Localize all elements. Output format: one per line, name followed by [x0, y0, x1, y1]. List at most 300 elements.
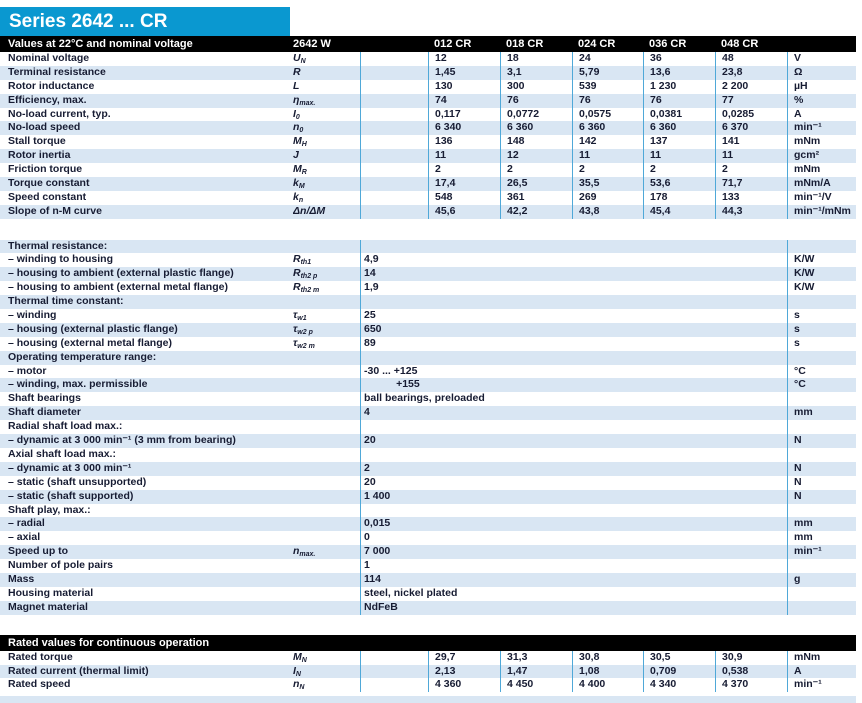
table-header-bar: [0, 36, 856, 52]
series-title-banner: [0, 7, 290, 36]
param-unit: mm: [787, 406, 856, 420]
symbol-base: k: [293, 190, 299, 203]
spec-row: [0, 52, 856, 66]
param-unit: [787, 420, 856, 434]
spec-row: [0, 267, 856, 281]
param-label: – motor: [8, 364, 47, 377]
param-unit: min⁻¹: [787, 545, 856, 559]
param-symbol: [293, 177, 360, 191]
spec-row: [0, 665, 856, 679]
param-symbol: [293, 281, 360, 295]
param-label: Rated current (thermal limit): [8, 664, 149, 677]
param-label: Nominal voltage: [8, 52, 90, 64]
spec-row: [0, 295, 856, 309]
param-value: -30 ... +125: [360, 365, 787, 379]
spec-row: [0, 448, 856, 462]
symbol-base: n: [293, 545, 300, 558]
param-unit: K/W: [787, 281, 856, 295]
param-value: 1,08: [572, 665, 643, 679]
param-value: 12: [500, 149, 572, 163]
param-value: 2: [360, 462, 787, 476]
param-value: 4 360: [428, 678, 500, 692]
param-unit: [787, 504, 856, 518]
param-symbol: [293, 337, 360, 351]
param-symbol: [293, 351, 360, 365]
param-label: – housing (external metal flange): [8, 336, 172, 349]
column-header-018cr: 018 CR: [506, 38, 544, 50]
param-value: 35,5: [572, 177, 643, 191]
param-value: [360, 295, 787, 309]
param-value: 74: [428, 94, 500, 108]
param-symbol: [293, 420, 360, 434]
spec-row: [0, 281, 856, 295]
symbol-subscript: max.: [299, 99, 316, 107]
param-label: – dynamic at 3 000 min⁻¹ (3 mm from bearing): [8, 434, 236, 447]
param-label: – winding: [8, 309, 57, 322]
param-label: Rotor inductance: [8, 79, 95, 92]
param-unit: g: [787, 573, 856, 587]
param-symbol: [293, 163, 360, 177]
spec-row: [0, 434, 856, 448]
symbol-subscript: N: [295, 670, 301, 678]
symbol-base: R: [293, 281, 301, 294]
param-label: Magnet material: [8, 600, 88, 613]
param-unit: N: [787, 476, 856, 490]
param-label: Axial shaft load max.:: [8, 447, 116, 460]
param-label: Efficiency, max.: [8, 93, 87, 106]
param-value: 36: [643, 52, 715, 66]
param-symbol: [293, 678, 360, 692]
param-label: Shaft bearings: [8, 392, 81, 405]
param-value: 1,9: [360, 281, 787, 295]
param-value: 24: [572, 52, 643, 66]
param-label: Friction torque: [8, 163, 83, 176]
param-value: 1 400: [360, 490, 787, 504]
param-value: 3,1: [500, 66, 572, 80]
symbol-base: η: [293, 93, 300, 106]
spec-row: [0, 504, 856, 518]
param-symbol: [293, 267, 360, 281]
symbol-base: Δn/ΔM: [293, 204, 326, 217]
param-value: 30,8: [572, 651, 643, 665]
param-value: 6 360: [572, 121, 643, 135]
model-header: 2642 W: [293, 38, 331, 50]
param-value: 148: [500, 135, 572, 149]
param-unit: K/W: [787, 253, 856, 267]
param-value: 71,7: [715, 177, 787, 191]
symbol-subscript: 0: [295, 113, 300, 121]
param-value: 1,47: [500, 665, 572, 679]
param-value: 0,709: [643, 665, 715, 679]
param-unit: %: [787, 94, 856, 108]
param-value: 76: [572, 94, 643, 108]
rated-values-header-label: Rated values for continuous operation: [8, 636, 210, 649]
param-unit: K/W: [787, 267, 856, 281]
spec-row: [0, 163, 856, 177]
param-value: 2: [643, 163, 715, 177]
param-value: 76: [643, 94, 715, 108]
gap-cell: [360, 177, 428, 191]
param-label: – housing to ambient (external metal flange): [8, 281, 228, 294]
spec-row: [0, 651, 856, 665]
param-symbol: [293, 240, 360, 254]
param-value: [360, 420, 787, 434]
param-value: 14: [360, 267, 787, 281]
symbol-base: L: [293, 79, 300, 92]
section-gap: [0, 219, 856, 240]
mechanical-thermal-data-section: [0, 240, 862, 615]
param-value: 361: [500, 191, 572, 205]
param-value: 89: [360, 337, 787, 351]
param-value: 114: [360, 573, 787, 587]
param-value: 2: [428, 163, 500, 177]
param-value: [360, 504, 787, 518]
spec-row: [0, 531, 856, 545]
param-value: 4,9: [360, 253, 787, 267]
param-label: Mass: [8, 572, 35, 585]
param-label: Speed up to: [8, 545, 69, 558]
symbol-subscript: N: [300, 58, 306, 65]
param-label: – winding, max. permissible: [8, 378, 148, 391]
param-unit: min⁻¹: [787, 121, 856, 135]
gap-cell: [360, 678, 428, 692]
symbol-subscript: N: [299, 684, 305, 692]
spec-row: [0, 323, 856, 337]
param-value: 31,3: [500, 651, 572, 665]
param-value: 0,0285: [715, 108, 787, 122]
column-header-012cr: 012 CR: [434, 38, 472, 50]
spec-row: [0, 108, 856, 122]
symbol-base: R: [293, 267, 301, 280]
param-value: +155: [360, 378, 787, 392]
gap-cell: [360, 80, 428, 94]
param-value: 2,13: [428, 665, 500, 679]
param-value: 11: [715, 149, 787, 163]
param-value: 2: [500, 163, 572, 177]
param-value: 548: [428, 191, 500, 205]
param-value: 4 400: [572, 678, 643, 692]
param-symbol: [293, 517, 360, 531]
param-symbol: [293, 462, 360, 476]
spec-row: [0, 205, 856, 219]
param-value: 25: [360, 309, 787, 323]
param-label: Slope of n-M curve: [8, 204, 102, 217]
param-label: Terminal resistance: [8, 65, 106, 78]
param-label: No-load speed: [8, 121, 81, 134]
symbol-base: n: [293, 678, 300, 691]
param-label: – static (shaft supported): [8, 489, 134, 502]
spec-row: [0, 149, 856, 163]
param-value: 30,9: [715, 651, 787, 665]
param-label: Operating temperature range:: [8, 350, 157, 363]
param-value: 0,0772: [500, 108, 572, 122]
gap-cell: [360, 651, 428, 665]
param-label: Thermal time constant:: [8, 295, 124, 308]
param-value: 5,79: [572, 66, 643, 80]
param-symbol: [293, 434, 360, 448]
param-value: 26,5: [500, 177, 572, 191]
param-value: 300: [500, 80, 572, 94]
param-value: 1,45: [428, 66, 500, 80]
spec-row: [0, 559, 856, 573]
gap-cell: [360, 163, 428, 177]
symbol-base: M: [293, 135, 302, 148]
param-value: 53,6: [643, 177, 715, 191]
param-unit: A: [787, 665, 856, 679]
gap-cell: [360, 94, 428, 108]
symbol-subscript: n: [298, 196, 304, 204]
gap-cell: [360, 66, 428, 80]
electrical-data-section: [0, 52, 862, 219]
param-value: 4: [360, 406, 787, 420]
param-unit: °C: [787, 378, 856, 392]
param-symbol: [293, 121, 360, 135]
param-value: 77: [715, 94, 787, 108]
param-value: 11: [428, 149, 500, 163]
param-value: 2 200: [715, 80, 787, 94]
section-gap: [0, 615, 856, 635]
param-value: 4 340: [643, 678, 715, 692]
gap-cell: [360, 149, 428, 163]
param-symbol: [293, 80, 360, 94]
param-label: Shaft diameter: [8, 406, 81, 419]
param-unit: Ω: [787, 66, 856, 80]
param-unit: gcm²: [787, 149, 856, 163]
bottom-strip: [0, 696, 856, 703]
param-label: – static (shaft unsupported): [8, 475, 147, 488]
param-value: 7 000: [360, 545, 787, 559]
symbol-base: U: [293, 52, 301, 64]
param-symbol: [293, 253, 360, 267]
param-value: 6 360: [643, 121, 715, 135]
param-symbol: [293, 448, 360, 462]
param-value: 20: [360, 434, 787, 448]
gap-cell: [360, 135, 428, 149]
param-symbol: [293, 66, 360, 80]
param-label: Radial shaft load max.:: [8, 420, 123, 433]
param-label: – housing (external plastic flange): [8, 322, 178, 335]
param-value: 137: [643, 135, 715, 149]
spec-row: [0, 191, 856, 205]
param-value: 48: [715, 52, 787, 66]
spec-row: [0, 66, 856, 80]
symbol-subscript: R: [301, 169, 307, 177]
symbol-base: J: [293, 149, 299, 162]
param-value: 269: [572, 191, 643, 205]
symbol-base: I: [293, 107, 296, 120]
param-value: 18: [500, 52, 572, 66]
symbol-subscript: w2 p: [297, 328, 313, 336]
param-value: 130: [428, 80, 500, 94]
symbol-subscript: N: [301, 656, 307, 664]
param-value: 142: [572, 135, 643, 149]
column-header-048cr: 048 CR: [721, 38, 759, 50]
param-symbol: [293, 149, 360, 163]
param-label: – winding to housing: [8, 253, 113, 266]
param-value: 6 370: [715, 121, 787, 135]
param-label: – housing to ambient (external plastic flange): [8, 267, 234, 280]
param-value: 6 360: [500, 121, 572, 135]
param-value: 0,117: [428, 108, 500, 122]
param-symbol: [293, 573, 360, 587]
spec-row: [0, 420, 856, 434]
param-unit: [787, 351, 856, 365]
param-unit: [787, 601, 856, 615]
param-unit: µH: [787, 80, 856, 94]
param-symbol: [293, 651, 360, 665]
param-symbol: [293, 94, 360, 108]
param-unit: [787, 240, 856, 254]
param-value: 4 370: [715, 678, 787, 692]
param-symbol: [293, 545, 360, 559]
param-value: 0,538: [715, 665, 787, 679]
param-value: 0,0575: [572, 108, 643, 122]
spec-row: [0, 406, 856, 420]
param-value: 42,2: [500, 205, 572, 219]
param-value: 11: [572, 149, 643, 163]
header-units-cell: [787, 36, 856, 52]
param-value: NdFeB: [360, 601, 787, 615]
param-unit: mNm/A: [787, 177, 856, 191]
spec-row: [0, 378, 856, 392]
param-value: 45,4: [643, 205, 715, 219]
symbol-subscript: th2 m: [300, 287, 320, 295]
param-unit: s: [787, 309, 856, 323]
symbol-base: M: [293, 163, 302, 176]
table-header-label: Values at 22°C and nominal voltage: [8, 38, 193, 50]
param-value: 2: [715, 163, 787, 177]
column-header-024cr: 024 CR: [578, 38, 616, 50]
series-title: Series 2642 ... CR: [9, 11, 168, 32]
param-label: Rated torque: [8, 650, 73, 663]
param-value: 23,8: [715, 66, 787, 80]
param-value: ball bearings, preloaded: [360, 392, 787, 406]
spec-row: [0, 490, 856, 504]
symbol-subscript: max.: [299, 551, 316, 559]
param-symbol: [293, 587, 360, 601]
param-symbol: [293, 392, 360, 406]
param-value: 12: [428, 52, 500, 66]
symbol-subscript: w1: [297, 315, 307, 323]
param-value: 30,5: [643, 651, 715, 665]
param-value: 1 230: [643, 80, 715, 94]
param-value: [360, 240, 787, 254]
param-label: Stall torque: [8, 135, 66, 148]
spec-row: [0, 337, 856, 351]
param-symbol: [293, 601, 360, 615]
param-symbol: [293, 309, 360, 323]
spec-row: [0, 545, 856, 559]
param-unit: mNm: [787, 651, 856, 665]
param-value: 178: [643, 191, 715, 205]
gap-cell: [360, 205, 428, 219]
symbol-base: R: [293, 65, 301, 78]
spec-row: [0, 476, 856, 490]
spec-row: [0, 517, 856, 531]
param-symbol: [293, 52, 360, 66]
param-symbol: [293, 378, 360, 392]
param-value: [360, 351, 787, 365]
param-label: Thermal resistance:: [8, 239, 108, 252]
param-label: Torque constant: [8, 177, 90, 190]
param-label: Housing material: [8, 586, 94, 599]
param-symbol: [293, 490, 360, 504]
rated-values-header-bar: [0, 635, 856, 651]
param-unit: min⁻¹/mNm: [787, 205, 856, 219]
spec-row: [0, 80, 856, 94]
header-gap-cell: [360, 36, 428, 52]
param-label: Number of pole pairs: [8, 559, 114, 572]
spec-row: [0, 177, 856, 191]
param-label: No-load current, typ.: [8, 107, 111, 120]
param-symbol: [293, 323, 360, 337]
param-label: – radial: [8, 517, 45, 530]
param-value: 0,0381: [643, 108, 715, 122]
spec-row: [0, 94, 856, 108]
param-label: – dynamic at 3 000 min⁻¹: [8, 461, 132, 474]
spec-row: [0, 587, 856, 601]
param-unit: mNm: [787, 163, 856, 177]
param-value: 650: [360, 323, 787, 337]
symbol-base: n: [293, 121, 300, 134]
param-value: 539: [572, 80, 643, 94]
param-symbol: [293, 504, 360, 518]
param-value: [360, 448, 787, 462]
symbol-base: τ: [293, 322, 298, 335]
spec-row: [0, 309, 856, 323]
gap-cell: [360, 665, 428, 679]
param-symbol: [293, 665, 360, 679]
spec-row: [0, 601, 856, 615]
param-value: 44,3: [715, 205, 787, 219]
spec-row: [0, 351, 856, 365]
symbol-base: τ: [293, 336, 298, 349]
param-unit: min⁻¹: [787, 678, 856, 692]
param-unit: s: [787, 323, 856, 337]
param-value: 13,6: [643, 66, 715, 80]
param-symbol: [293, 191, 360, 205]
param-symbol: [293, 295, 360, 309]
param-value: 136: [428, 135, 500, 149]
symbol-subscript: H: [301, 141, 307, 149]
param-value: 2: [572, 163, 643, 177]
param-value: 11: [643, 149, 715, 163]
gap-cell: [360, 121, 428, 135]
gap-cell: [360, 52, 428, 66]
param-value: 0: [360, 531, 787, 545]
symbol-subscript: th2 p: [300, 273, 318, 281]
param-unit: min⁻¹/V: [787, 191, 856, 205]
param-value: 133: [715, 191, 787, 205]
spec-row: [0, 253, 856, 267]
param-symbol: [293, 365, 360, 379]
param-value: 4 450: [500, 678, 572, 692]
param-unit: s: [787, 337, 856, 351]
symbol-base: R: [293, 253, 301, 266]
param-unit: [787, 448, 856, 462]
param-unit: A: [787, 108, 856, 122]
symbol-subscript: M: [298, 183, 305, 191]
spec-row: [0, 121, 856, 135]
gap-cell: [360, 108, 428, 122]
param-value: 0,015: [360, 517, 787, 531]
symbol-base: τ: [293, 309, 298, 322]
symbol-base: I: [293, 664, 296, 677]
param-value: steel, nickel plated: [360, 587, 787, 601]
param-symbol: [293, 531, 360, 545]
spec-row: [0, 240, 856, 254]
param-unit: [787, 587, 856, 601]
